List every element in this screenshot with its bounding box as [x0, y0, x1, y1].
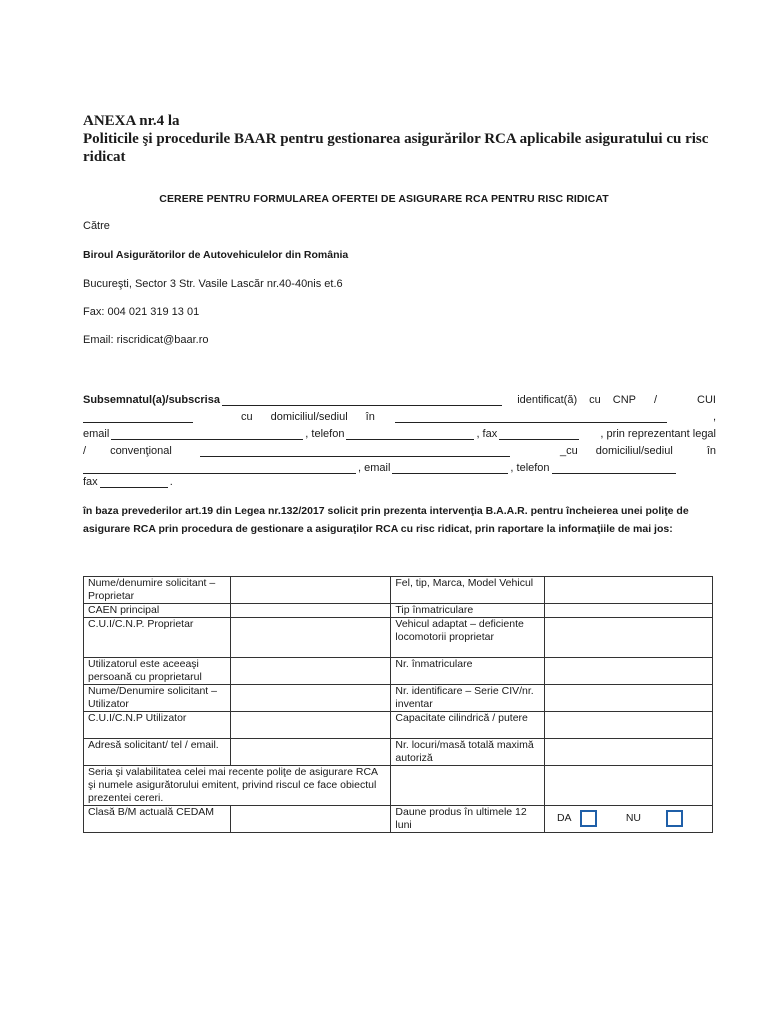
domiciliul2-label: domiciliul/sediul: [595, 445, 673, 457]
domiciliul-label: domiciliul/sediul: [270, 411, 348, 423]
identificat-label: identificat(ă): [517, 394, 578, 406]
claims-label: Daune produs în ultimele 12 luni: [391, 806, 545, 833]
in2-label: în: [706, 445, 716, 457]
slash-label: /: [653, 394, 658, 406]
conventional-label: convenţional: [110, 445, 172, 457]
applicant-row-2: [83, 407, 716, 423]
same-user-label: Utilizatorul este aceeaşi persoană cu proprietarul: [84, 658, 231, 685]
comma-label: ,: [712, 411, 716, 423]
vin-value[interactable]: [544, 685, 712, 712]
seats-mass-label: Nr. locuri/masă totală maximă autoriză: [391, 739, 545, 766]
address-field[interactable]: [395, 410, 667, 423]
email-field[interactable]: [111, 427, 303, 440]
cu2-label: cu: [241, 411, 253, 423]
reprezentant-label: , prin reprezentant legal: [600, 428, 716, 440]
recipient-address: Bucureşti, Sector 3 Str. Vasile Lascăr nr.40-40nis et.6: [83, 278, 343, 290]
plate-number-value[interactable]: [544, 658, 712, 685]
cnp-label: CNP: [612, 394, 636, 406]
claims-options: [544, 806, 712, 833]
cu-label: cu: [589, 394, 601, 406]
owner-name-label: Nume/denumire solicitant – Proprietar: [84, 577, 231, 604]
recipient-catre: Către: [83, 220, 110, 232]
recipient-name: Biroul Asigurătorilor de Autovehiculelor din România: [83, 249, 349, 261]
engine-capacity-value[interactable]: [544, 712, 712, 739]
email-label: email: [83, 428, 110, 440]
address-value[interactable]: [230, 739, 390, 766]
in-label: în: [365, 411, 375, 423]
representative-field[interactable]: [200, 444, 510, 457]
recipient-fax: Fax: 004 021 319 13 01: [83, 306, 200, 318]
cu3-label: _cu: [560, 445, 578, 457]
request-paragraph: în baza prevederilor art.19 din Legea nr.132/2017 solicit prin prezenta intervenţia B.A.A.R. pentru încheierea unei poliţe de asigurare RCA prin procedura de gestionare a asiguraţilor RCA cu risc ridicat, prin raportare la informaţiile de mai jos:: [83, 505, 689, 535]
fax-field[interactable]: [499, 427, 579, 440]
cnp-cui-field[interactable]: [83, 410, 193, 423]
recent-policy-label: Seria şi valabilitatea celei mai recente poliţe de asigurare RCA şi numele asigurătorului emitent, privind riscul ce face obiectul prezentei cereri.: [84, 766, 391, 806]
vehicle-info-table: [83, 576, 713, 833]
user-cnp-value[interactable]: [230, 712, 390, 739]
user-name-value[interactable]: [230, 685, 390, 712]
registration-type-value[interactable]: [544, 604, 712, 618]
name-field[interactable]: [222, 393, 502, 406]
telefon2-label: , telefon: [510, 462, 550, 474]
table-row: [84, 618, 713, 658]
recent-policy-value-b[interactable]: [544, 766, 712, 806]
table-row: [84, 658, 713, 685]
da-label: DA: [556, 812, 571, 825]
annex-header: [83, 112, 733, 166]
vehicle-model-value[interactable]: [544, 577, 712, 604]
same-user-value[interactable]: [230, 658, 390, 685]
engine-capacity-label: Capacitate cilindrică / putere: [391, 712, 545, 739]
applicant-row-6: [83, 472, 716, 488]
applicant-row-3: [83, 424, 716, 440]
applicant-row-1: [83, 390, 716, 406]
caen-label: CAEN principal: [84, 604, 231, 618]
cui-label: CUI: [697, 394, 716, 406]
owner-name-value[interactable]: [230, 577, 390, 604]
fax-label: , fax: [476, 428, 498, 440]
address-label: Adresă solicitant/ tel / email.: [84, 739, 231, 766]
user-cnp-label: C.U.I/C.N.P Utilizator: [84, 712, 231, 739]
table-row: [84, 685, 713, 712]
telefon-field[interactable]: [346, 427, 474, 440]
adapted-vehicle-value[interactable]: [544, 618, 712, 658]
recent-policy-value-a[interactable]: [391, 766, 545, 806]
nu-checkbox[interactable]: [666, 810, 683, 827]
table-row: [84, 739, 713, 766]
fax2-end: .: [169, 476, 173, 488]
owner-cnp-label: C.U.I/C.N.P. Proprietar: [84, 618, 231, 658]
bm-class-label: Clasă B/M actuală CEDAM: [84, 806, 231, 833]
recipient-email: Email: riscridicat@baar.ro: [83, 334, 209, 346]
vin-label: Nr. identificare – Serie CIV/nr. inventar: [391, 685, 545, 712]
annex-subtitle: Politicile şi procedurile BAAR pentru gestionarea asigurărilor RCA aplicabile asiguratului cu risc ridicat: [83, 131, 709, 165]
table-row: [84, 766, 713, 806]
caen-value[interactable]: [230, 604, 390, 618]
slash2-label: /: [83, 445, 87, 457]
user-name-label: Nume/Denumire solicitant – Utilizator: [84, 685, 231, 712]
da-checkbox[interactable]: [580, 810, 597, 827]
nu-label: NU: [625, 812, 641, 825]
applicant-row-4: [83, 441, 716, 457]
seats-mass-value[interactable]: [544, 739, 712, 766]
bm-class-value[interactable]: [230, 806, 390, 833]
registration-type-label: Tip înmatriculare: [391, 604, 545, 618]
email2-label: , email: [358, 462, 391, 474]
annex-number: ANEXA nr.4 la: [83, 113, 180, 129]
fax2-label: fax: [83, 476, 98, 488]
vehicle-model-label: Fel, tip, Marca, Model Vehicul: [391, 577, 545, 604]
table-row: [84, 806, 713, 833]
subsemnatul-label: Subsemnatul(a)/subscrisa: [83, 394, 220, 406]
plate-number-label: Nr. înmatriculare: [391, 658, 545, 685]
owner-cnp-value[interactable]: [230, 618, 390, 658]
table-row: [84, 577, 713, 604]
table-row: [84, 712, 713, 739]
adapted-vehicle-label: Vehicul adaptat – deficiente locomotorii proprietar: [391, 618, 545, 658]
form-title: CERERE PENTRU FORMULAREA OFERTEI DE ASIGURARE RCA PENTRU RISC RIDICAT: [159, 193, 609, 205]
rep-fax-field[interactable]: [100, 475, 168, 488]
telefon-label: , telefon: [305, 428, 345, 440]
table-row: [84, 604, 713, 618]
